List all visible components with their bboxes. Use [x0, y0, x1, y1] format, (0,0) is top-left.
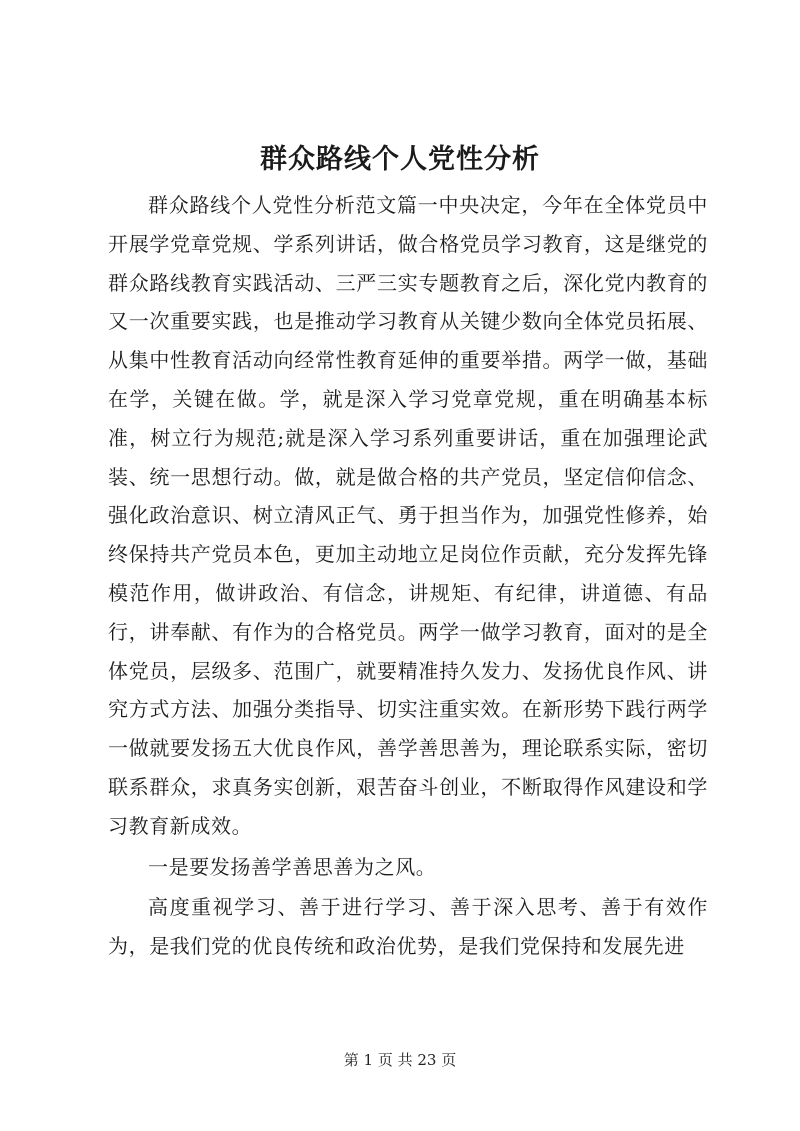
- paragraph-2: 一是要发扬善学善思善为之风。: [148, 854, 437, 879]
- paragraph-3: 高度重视学习、善于进行学习、善于深入思考、善于有效作为，是我们党的优良传统和政治优势，是我们党保持和发展先进: [108, 895, 708, 959]
- document-title: 群众路线个人党性分析: [260, 144, 540, 175]
- paragraph-1: 群众路线个人党性分析范文篇一中央决定，今年在全体党员中开展学党章党规、学系列讲话，做合格党员学习教育，这是继党的群众路线教育实践活动、三严三实专题教育之后，深化党内教育的又一次重要实践，也是推动学习教育从关键少数向全体党员拓展、从集中性教育活动向经常性教育延伸的重要举措。两学一做，基础在学，关键在做。学，就是深入学习党章党规，重在明确基本标准，树立行为规范;就是深入学习系列重要讲话，重在加强理论武装、统一思想行动。做，就是做合格的共产党员，坚定信仰信念、强化政治意识、树立清风正气、勇于担当作为，加强党性修养，始终保持共产党员本色，更加主动地立足岗位作贡献，充分发挥先锋模范作用，做讲政治、有信念，讲规矩、有纪律，讲道德、有品行，讲奉献、有作为的合格党员。两学一做学习教育，面对的是全体党员，层级多、范围广，就要精准持久发力、发扬优良作风、讲究方式方法、加强分类指导、切实注重实效。在新形势下践行两学一做就要发扬五大优良作风，善学善思善为，理论联系实际，密切联系群众，求真务实创新，艰苦奋斗创业，不断取得作风建设和学习教育新成效。: [108, 193, 708, 838]
- document-body: [108, 186, 708, 966]
- page-footer: 第 1 页 共 23 页: [343, 1051, 457, 1069]
